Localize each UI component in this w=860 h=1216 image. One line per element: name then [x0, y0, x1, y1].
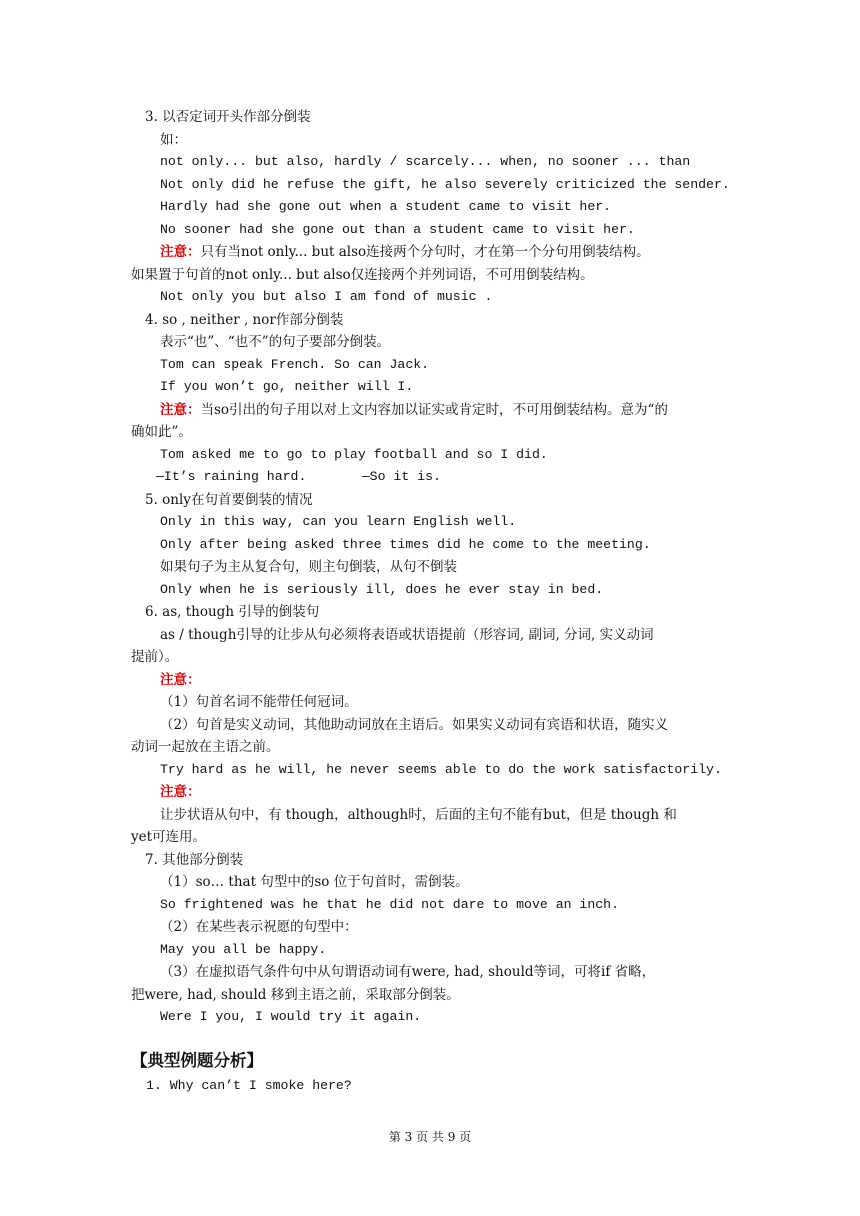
example-line: Not only you but also I am fond of music . — [160, 289, 493, 304]
section-7-title: 7. 其他部分倒装 — [145, 852, 244, 868]
examples-heading: 【典型例题分析】 — [131, 1051, 263, 1070]
note-text: 当so引出的句子用以对上文内容加以证实或肯定时，不可用倒装结构。意为“的 — [200, 402, 668, 418]
note-item: 动词一起放在主语之前。 — [131, 739, 280, 755]
question-line: 1. Why can’t I smoke here? — [146, 1078, 352, 1093]
page-footer: 第 3 页 共 9 页 — [388, 1130, 472, 1144]
note-item: yet可连用。 — [131, 829, 207, 845]
example-line: Hardly had she gone out when a student came to visit her. — [160, 199, 612, 214]
rule-line: （2）在某些表示祝愿的句型中： — [160, 919, 358, 935]
section-6-title: 6. as, though 引导的倒装句 — [145, 604, 320, 620]
example-line: So frightened was he that he did not dare to move an inch. — [160, 897, 619, 912]
rule-line: 如果句子为主从复合句，则主句倒装，从句不倒装 — [160, 559, 457, 575]
note-text: 如果置于句首的not only... but also仅连接两个并列词语，不可用倒装结构。 — [131, 267, 594, 283]
section-5-title: 5. only在句首要倒装的情况 — [145, 492, 313, 508]
note-line — [160, 401, 668, 419]
example-line: If you won’t go, neither will I. — [160, 379, 414, 394]
section-4-title: 4. so , neither , nor作部分倒装 — [145, 312, 344, 328]
rule-line: 把were, had, should 移到主语之前，采取部分倒装。 — [131, 987, 460, 1003]
rule-line: （3）在虚拟语气条件句中从句谓语动词有were, had, should等词，可将if 省略， — [160, 964, 656, 980]
rule-line: 表示“也”、“也不”的句子要部分倒装。 — [160, 334, 391, 350]
example-line: May you all be happy. — [160, 942, 327, 957]
example-line: Tom can speak French. So can Jack. — [160, 357, 430, 372]
note-text: 只有当not only... but also连接两个分句时，才在第一个分句用倒装结构。 — [200, 244, 650, 260]
section-3-title: 3. 以否定词开头作部分倒装 — [145, 109, 311, 125]
note-item: （1）句首名词不能带任何冠词。 — [160, 694, 358, 710]
note-label: 注意： — [160, 244, 201, 260]
example-line: —It’s raining hard. —So it is. — [156, 469, 441, 484]
note-label: 注意： — [160, 672, 201, 688]
example-line: Tom asked me to go to play football and so I did. — [160, 447, 548, 462]
example-line: not only... but also, hardly / scarcely... when, no sooner ... than — [160, 154, 691, 169]
example-line: No sooner had she gone out than a student came to visit her. — [160, 222, 635, 237]
example-line: Try hard as he will, he never seems able to do the work satisfactorily. — [160, 762, 722, 777]
example-line: Not only did he refuse the gift, he also severely criticized the sender. — [160, 177, 730, 192]
note-line — [160, 243, 650, 261]
example-label: 如： — [160, 132, 187, 148]
note-item: 让步状语从句中，有 though，although时，后面的主句不能有but，但是 though 和 — [160, 807, 677, 823]
note-item: （2）句首是实义动词，其他助动词放在主语后。如果实义动词有宾语和状语，随实义 — [160, 717, 669, 733]
example-line: Were I you, I would try it again. — [160, 1009, 422, 1024]
note-text: 确如此”。 — [131, 424, 192, 440]
example-line: Only when he is seriously ill, does he ever stay in bed. — [160, 582, 604, 597]
example-line: Only in this way, can you learn English well. — [160, 514, 517, 529]
rule-line: 提前）。 — [131, 649, 179, 665]
note-label: 注意： — [160, 784, 201, 800]
example-line: Only after being asked three times did he come to the meeting. — [160, 537, 651, 552]
rule-line: as / though引导的让步从句必须将表语或状语提前（形容词, 副词, 分词, 实义动词 — [160, 627, 654, 643]
note-label: 注意： — [160, 402, 201, 418]
rule-line: （1）so… that 句型中的so 位于句首时，需倒装。 — [160, 874, 469, 890]
